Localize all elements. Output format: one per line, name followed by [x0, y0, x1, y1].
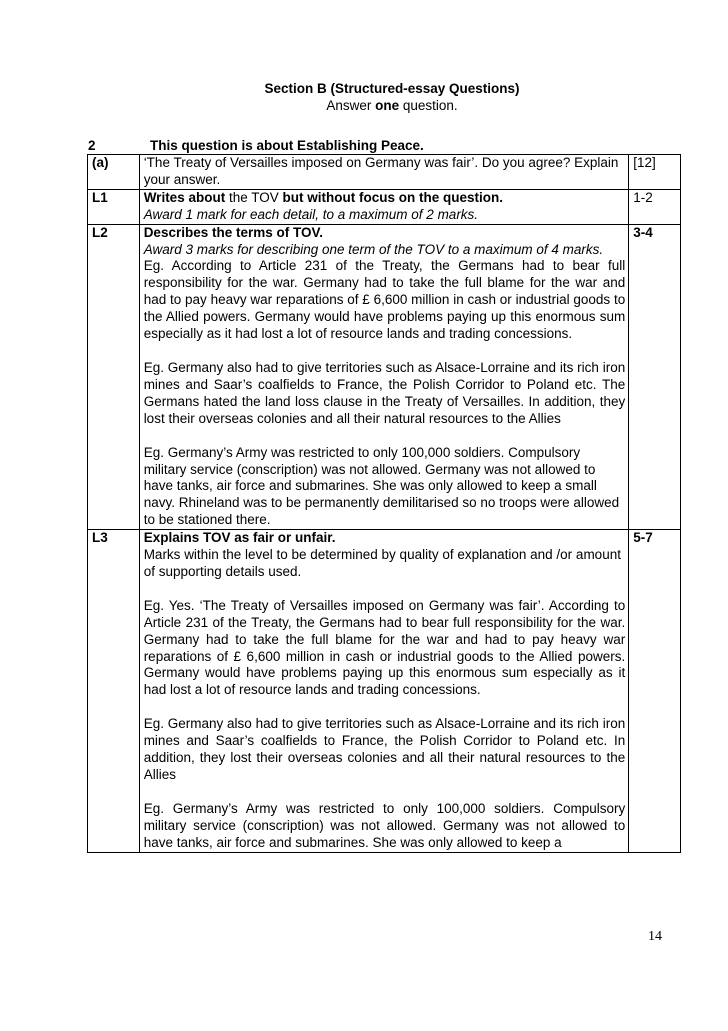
instruction-pre: Answer	[326, 98, 376, 113]
mark-scheme-table	[87, 154, 681, 853]
row-L1	[88, 189, 681, 224]
row-L2-label: L2	[88, 224, 140, 530]
L1-lead	[144, 190, 626, 207]
L1-lead-bold2: but without focus on the question.	[282, 189, 503, 205]
row-L3-marks: 5-7	[629, 530, 681, 853]
L2-example-2: Eg. Germany also had to give territories such as Alsace-Lorraine and its rich iron mines and Saar’s coalfields to France, the Polish Corridor to Poland etc. The Germans hated the land loss clause in the Treaty of Versailles. In addition, they lost their overseas colonies and all their natural resources to the Allies	[143, 359, 626, 426]
row-L3	[88, 530, 681, 853]
L1-lead-bold: Writes about	[143, 189, 226, 205]
L3-example-2: Eg. Germany also had to give territories such as Alsace-Lorraine and its rich iron mines and Saar’s coalfields to France, the Polish Corridor to Poland etc. In addition, they lost their overseas colonies and all their natural resources to the Allies	[143, 716, 626, 782]
page-number: 14	[648, 929, 662, 944]
row-L1-marks: 1-2	[629, 189, 681, 224]
L3-note: Marks within the level to be determined by quality of explanation and /or amount of supporting details used.	[143, 547, 621, 579]
section-instruction	[0, 97, 728, 114]
L1-award: Award 1 mark for each detail, to a maximum of 2 marks.	[143, 206, 479, 222]
row-L1-label: L1	[88, 189, 140, 224]
question-topic: This question is about Establishing Peace.	[150, 138, 424, 153]
section-title: Section B (Structured-essay Questions)	[264, 81, 520, 96]
L2-example-1: Eg. According to Article 231 of the Treaty, the Germans had to bear full responsibility for the war. Germany had to take the full blame for the war and had to pay heavy war reparations of £ 6,600 million in cash or industrial goods to the Allied powers. Germany would have problems paying up this enormous sum especially as it had lost a lot of resource lands and trading concessions.	[143, 258, 626, 342]
L2-award: Award 3 marks for describing one term of the TOV to a maximum of 4 marks.	[143, 241, 604, 257]
row-L2-descriptor	[139, 224, 629, 530]
row-a-marks: [12]	[629, 155, 681, 190]
row-L3-label: L3	[88, 530, 140, 853]
L3-heading: Explains TOV as fair or unfair.	[143, 530, 336, 546]
question-number: 2	[88, 138, 96, 153]
row-a-question: ‘The Treaty of Versailles imposed on Germany was fair’. Do you agree? Explain your answer.	[139, 155, 629, 190]
L2-example-3: Eg. Germany’s Army was restricted to only 100,000 soldiers. Compulsory military service (conscription) was not allowed. Germany was not allowed to have tanks, air force and submarines. She was only allowed to keep a small navy. Rhineland was to be permanently demilitarised so no troops were allowed to be stationed there.	[143, 444, 620, 528]
row-L2	[88, 224, 681, 530]
section-header	[0, 80, 728, 114]
instruction-bold: one	[375, 98, 400, 113]
row-a-label: (a)	[88, 155, 140, 190]
L2-heading: Describes the terms of TOV.	[143, 224, 324, 240]
row-a	[88, 155, 681, 190]
row-L2-marks: 3-4	[629, 224, 681, 530]
L3-example-3: Eg. Germany’s Army was restricted to only 100,000 soldiers. Compulsory military service (conscription) was not allowed. Germany was not allowed to have tanks, air force and submarines. She was only allowed to keep a	[143, 800, 626, 850]
L3-example-1: Eg. Yes. ‘The Treaty of Versailles imposed on Germany was fair’. According to Article 231 of the Treaty, the Germans had to bear full responsibility for the war. Germany had to take the full blame for the war and had to pay heavy war reparations of £ 6,600 million in cash or industrial goods to the Allied powers. Germany would have problems paying up this enormous sum especially as it had lost a lot of resource lands and trading concessions.	[143, 597, 626, 698]
row-L3-descriptor	[139, 530, 629, 853]
L1-lead-mid: the TOV	[225, 189, 283, 205]
row-L1-descriptor	[139, 189, 629, 224]
instruction-post: question.	[399, 98, 458, 113]
